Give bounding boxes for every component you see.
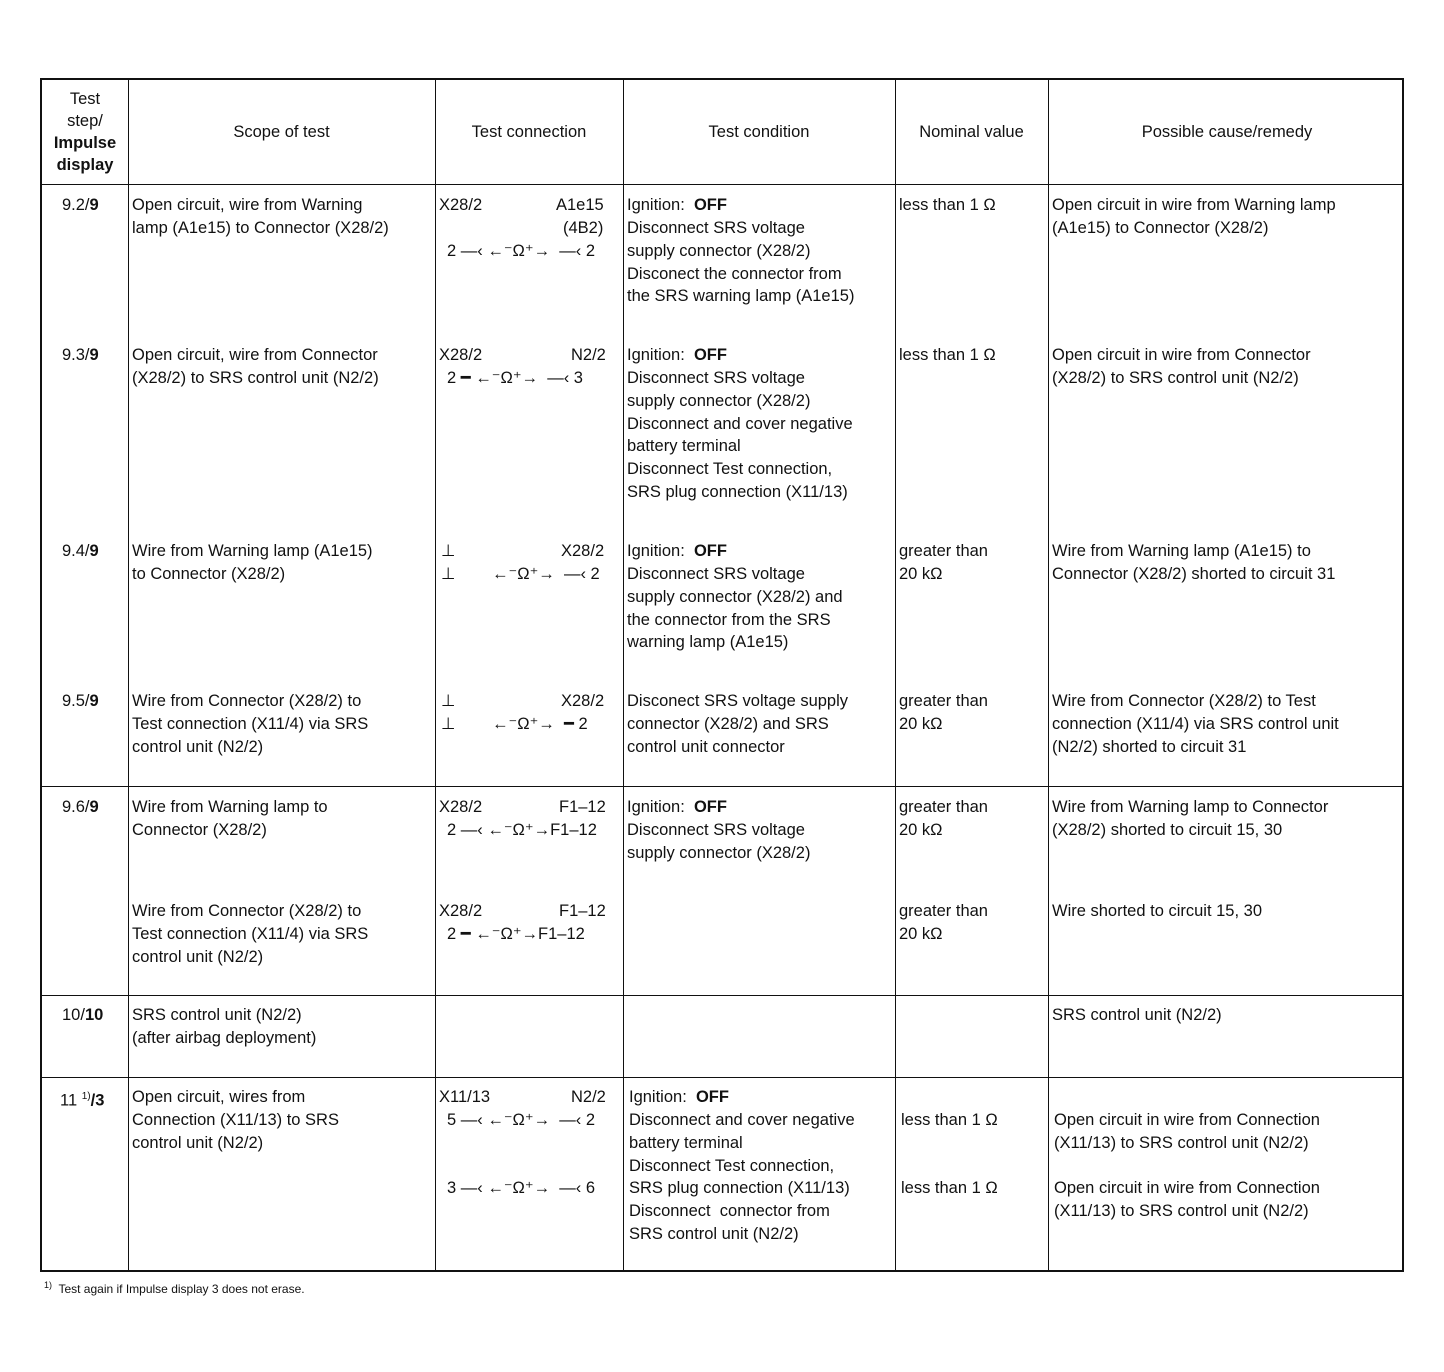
header-nominal: Nominal value bbox=[919, 123, 1024, 141]
conn-label-left: X28/2 bbox=[439, 798, 483, 816]
step-cell bbox=[62, 796, 99, 819]
condition-cell: Disconnect SRS voltage supply connector (X28/2) bbox=[627, 821, 811, 862]
step-cell bbox=[62, 690, 99, 713]
step-number: 9.6/ bbox=[62, 798, 90, 816]
row-divider bbox=[42, 184, 1402, 185]
header-step-line: step/ bbox=[67, 112, 103, 130]
condition-ignition bbox=[629, 1086, 729, 1109]
remedy-cell: SRS control unit (N2/2) bbox=[1052, 1006, 1222, 1024]
conn-label-right: N2/2 bbox=[571, 1088, 606, 1106]
step-cell bbox=[62, 194, 99, 217]
nominal-cell: less than 1 Ω bbox=[901, 1111, 998, 1129]
nominal-cell: greater than 20 kΩ bbox=[899, 692, 988, 733]
remedy-cell: Open circuit in wire from Connector (X28/2) to SRS control unit (N2/2) bbox=[1052, 346, 1311, 387]
remedy-cell: Wire from Connector (X28/2) to Test connection (X11/4) via SRS control unit (N2/2) shorted to circuit 31 bbox=[1052, 692, 1339, 756]
impulse-number: 9 bbox=[89, 798, 99, 816]
conn-label-left: ⊥ bbox=[441, 692, 456, 710]
header-condition: Test condition bbox=[708, 123, 810, 141]
condition-bold: OFF bbox=[693, 196, 727, 214]
scope-cell: Open circuit, wire from Connector (X28/2) to SRS control unit (N2/2) bbox=[132, 346, 379, 387]
condition-prefix: Ignition: bbox=[627, 542, 694, 560]
condition-prefix: Ignition: bbox=[627, 346, 694, 364]
row-divider bbox=[42, 1077, 1402, 1078]
conn-diagram-line: ⊥ ←⁻Ω⁺→ —‹ 2 bbox=[441, 565, 600, 583]
conn-diagram-line: 2 ━ ←⁻Ω⁺→ —‹ 3 bbox=[447, 369, 583, 387]
step-number: 9.5/ bbox=[62, 692, 90, 710]
condition-ignition bbox=[627, 796, 727, 819]
condition-ignition bbox=[627, 194, 727, 217]
conn-label-right: F1–12 bbox=[559, 798, 606, 816]
nominal-cell: less than 1 Ω bbox=[899, 196, 996, 214]
condition-bold: OFF bbox=[693, 542, 727, 560]
condition-cell: Disconect SRS voltage supply connector (X28/2) and SRS control unit connector bbox=[627, 692, 849, 756]
condition-bold: OFF bbox=[693, 346, 727, 364]
scope-cell: SRS control unit (N2/2) (after airbag deployment) bbox=[132, 1006, 317, 1047]
conn-label-right-sub: (4B2) bbox=[563, 219, 604, 237]
step-cell bbox=[62, 540, 99, 563]
remedy-cell: Wire from Warning lamp (A1e15) to Connector (X28/2) shorted to circuit 31 bbox=[1052, 542, 1336, 583]
remedy-cell: Wire shorted to circuit 15, 30 bbox=[1052, 902, 1263, 920]
header-step-line: Impulse bbox=[53, 134, 117, 152]
condition-cell: Disconnect SRS voltage supply connector (X28/2) Disconect the connector from the SRS warning lamp (A1e15) bbox=[627, 219, 855, 306]
step-number: 9.2/ bbox=[62, 196, 90, 214]
condition-ignition bbox=[627, 540, 727, 563]
condition-bold: OFF bbox=[695, 1088, 729, 1106]
conn-label-right: A1e15 bbox=[556, 196, 604, 214]
conn-label-left: X11/13 bbox=[439, 1088, 491, 1106]
condition-prefix: Ignition: bbox=[627, 196, 694, 214]
scope-cell: Wire from Warning lamp to Connector (X28/2) bbox=[132, 798, 328, 839]
step-number: 9.3/ bbox=[62, 346, 90, 364]
conn-label-right: N2/2 bbox=[571, 346, 606, 364]
scope-cell: Wire from Warning lamp (A1e15) to Connector (X28/2) bbox=[132, 542, 373, 583]
col-divider bbox=[435, 80, 436, 1270]
impulse-number: 10 bbox=[84, 1006, 104, 1024]
condition-ignition bbox=[627, 344, 727, 367]
impulse-number: /3 bbox=[90, 1091, 105, 1110]
remedy-cell: Open circuit in wire from Connection (X11/13) to SRS control unit (N2/2) bbox=[1054, 1111, 1320, 1152]
footnote-text: Test again if Impulse display 3 does not erase. bbox=[58, 1282, 305, 1296]
nominal-cell: greater than 20 kΩ bbox=[899, 542, 988, 583]
header-step-line: Test bbox=[69, 90, 101, 108]
row-divider bbox=[42, 995, 1402, 996]
header-step-line: display bbox=[56, 156, 114, 174]
conn-label-left: X28/2 bbox=[439, 196, 483, 214]
nominal-cell: less than 1 Ω bbox=[901, 1179, 998, 1197]
scope-cell: Wire from Connector (X28/2) to Test connection (X11/4) via SRS control unit (N2/2) bbox=[132, 902, 369, 966]
condition-prefix: Ignition: bbox=[629, 1088, 696, 1106]
impulse-number: 9 bbox=[89, 196, 99, 214]
step-cell bbox=[62, 344, 99, 367]
nominal-cell: greater than 20 kΩ bbox=[899, 798, 988, 839]
conn-label-left: X28/2 bbox=[439, 346, 483, 364]
footnote-ref: 1) bbox=[81, 1091, 91, 1102]
step-number: 10/ bbox=[62, 1006, 85, 1024]
condition-prefix: Ignition: bbox=[627, 798, 694, 816]
conn-label-right: X28/2 bbox=[561, 692, 605, 710]
col-divider bbox=[623, 80, 624, 1270]
step-cell bbox=[60, 1086, 104, 1112]
conn-label-left: X28/2 bbox=[439, 902, 483, 920]
scope-cell: Wire from Connector (X28/2) to Test connection (X11/4) via SRS control unit (N2/2) bbox=[132, 692, 369, 756]
condition-cell: Disconnect and cover negative battery terminal Disconnect Test connection, SRS plug connection (X11/13) Disconnect connector from SRS control unit (N2/2) bbox=[629, 1111, 855, 1243]
footnote bbox=[44, 1280, 305, 1296]
remedy-cell: Open circuit in wire from Connection (X11/13) to SRS control unit (N2/2) bbox=[1054, 1179, 1320, 1220]
scope-cell: Open circuit, wire from Warning lamp (A1e15) to Connector (X28/2) bbox=[132, 196, 389, 237]
impulse-number: 9 bbox=[89, 346, 99, 364]
conn-label-right: F1–12 bbox=[559, 902, 606, 920]
remedy-cell: Open circuit in wire from Warning lamp (A1e15) to Connector (X28/2) bbox=[1052, 196, 1336, 237]
condition-bold: OFF bbox=[693, 798, 727, 816]
header-scope: Scope of test bbox=[233, 123, 330, 141]
header-connection: Test connection bbox=[471, 123, 587, 141]
conn-label-right: X28/2 bbox=[561, 542, 605, 560]
conn-diagram-line: 5 —‹ ←⁻Ω⁺→ —‹ 2 bbox=[447, 1111, 596, 1129]
row-divider bbox=[42, 786, 1402, 787]
footnote-mark: 1) bbox=[44, 1280, 53, 1290]
remedy-cell: Wire from Warning lamp to Connector (X28/2) shorted to circuit 15, 30 bbox=[1052, 798, 1329, 839]
nominal-cell: less than 1 Ω bbox=[899, 346, 996, 364]
impulse-number: 9 bbox=[89, 692, 99, 710]
header-remedy: Possible cause/remedy bbox=[1141, 123, 1313, 141]
condition-cell: Disconnect SRS voltage supply connector (X28/2) Disconnect and cover negative battery terminal Disconnect Test connection, SRS plug connection (X11/13) bbox=[627, 369, 853, 501]
nominal-cell: greater than 20 kΩ bbox=[899, 902, 988, 943]
step-cell bbox=[62, 1004, 103, 1027]
conn-diagram-line: 2 ━ ←⁻Ω⁺→F1–12 bbox=[447, 925, 585, 943]
conn-diagram-line: 2 —‹ ←⁻Ω⁺→F1–12 bbox=[447, 821, 597, 839]
col-divider bbox=[1048, 80, 1049, 1270]
col-divider bbox=[128, 80, 129, 1270]
condition-cell: Disconnect SRS voltage supply connector (X28/2) and the connector from the SRS warning lamp (A1e15) bbox=[627, 565, 843, 652]
scope-cell: Open circuit, wires from Connection (X11/13) to SRS control unit (N2/2) bbox=[132, 1088, 339, 1152]
step-number: 11 bbox=[60, 1091, 82, 1110]
header-step bbox=[42, 80, 128, 184]
conn-diagram-line: 3 —‹ ←⁻Ω⁺→ —‹ 6 bbox=[447, 1179, 596, 1197]
step-number: 9.4/ bbox=[62, 542, 90, 560]
conn-diagram-line: ⊥ ←⁻Ω⁺→ ━ 2 bbox=[441, 715, 588, 733]
col-divider bbox=[895, 80, 896, 1270]
conn-diagram-line: 2 —‹ ←⁻Ω⁺→ —‹ 2 bbox=[447, 242, 596, 260]
conn-label-left: ⊥ bbox=[441, 542, 456, 560]
impulse-number: 9 bbox=[89, 542, 99, 560]
test-table bbox=[40, 78, 1404, 1272]
